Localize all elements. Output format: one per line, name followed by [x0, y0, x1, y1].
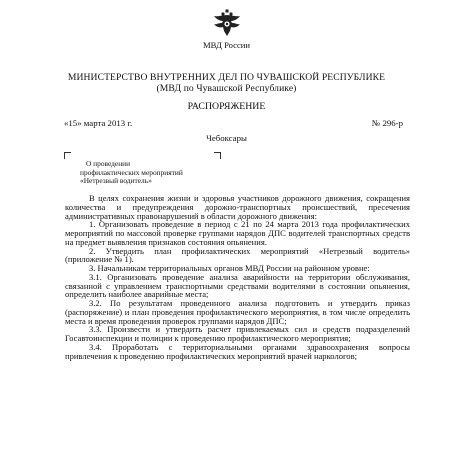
double-headed-eagle-emblem-icon — [212, 8, 242, 38]
document-type: РАСПОРЯЖЕНИЕ — [187, 101, 266, 112]
body-paragraph: В целях сохранения жизни и здоровья участников дорожного движения, сокращения количества и предупреждения дорожно-транспортных происшествий, пресечения административных правонарушений в области дорожного движения: — [65, 193, 410, 221]
body-paragraph: 3.4. Проработать с территориальными органами здравоохранения вопросы привлечения к проведению профилактических мероприятий врачей наркологов; — [65, 341, 410, 361]
body-paragraph: 3.3. Произвести и утвердить расчет привлекаемых сил и средств подразделений Госавтоинспекции и полиции к проведению профилактического мероприятия; — [65, 324, 410, 343]
document-date: «15» марта 2013 г. — [64, 118, 133, 128]
ministry-name-line: МИНИСТЕРСТВО ВНУТРЕННИХ ДЕЛ ПО ЧУВАШСКОЙ РЕСПУБЛИКЕ — [67, 72, 386, 83]
body-paragraph: 3. Начальникам территориальных органов МВД России на районном уровне: — [89, 263, 370, 273]
subject-line: О проведении — [86, 159, 131, 168]
subject-line: профилактических мероприятий — [80, 167, 183, 177]
ministry-abbreviation-line: (МВД по Чувашской Республике) — [156, 83, 297, 94]
org-short-name: МВД России — [203, 40, 250, 50]
body-paragraph: 3.1. Организовать проведение анализа аварийности на территории обслуживания, связанной с управлением транспортными средствами водителями в состоянии опьянения, определить наиболее аварийные места; — [65, 271, 410, 300]
subject-bracket-left — [64, 152, 71, 159]
ministry-name — [0, 72, 453, 94]
document-body — [65, 194, 410, 360]
body-paragraph: 2. Утвердить план профилактических мероприятий «Нетрезвый водитель» (приложение № 1). — [65, 245, 410, 265]
subject-bracket-right — [214, 152, 221, 159]
document-number: № 296-р — [371, 118, 403, 128]
document-subject — [80, 160, 220, 186]
document-city: Чебоксары — [206, 133, 247, 143]
subject-line: «Нетрезвый водитель» — [80, 176, 152, 186]
body-paragraph: 3.2. По результатам проведенного анализа подготовить и утвердить приказ (распоряжение) и план проведения профилактического мероприятия, в том числе определить места и время проведения проверок группами нарядов ДПС; — [65, 298, 410, 326]
body-paragraph: 1. Организовать проведение в период с 21 по 24 марта 2013 года профилактических мероприятий по массовой проверке группами нарядов ДПС водителей транспортных средств на предмет выявления признаков состояния опьянения. — [65, 219, 410, 247]
